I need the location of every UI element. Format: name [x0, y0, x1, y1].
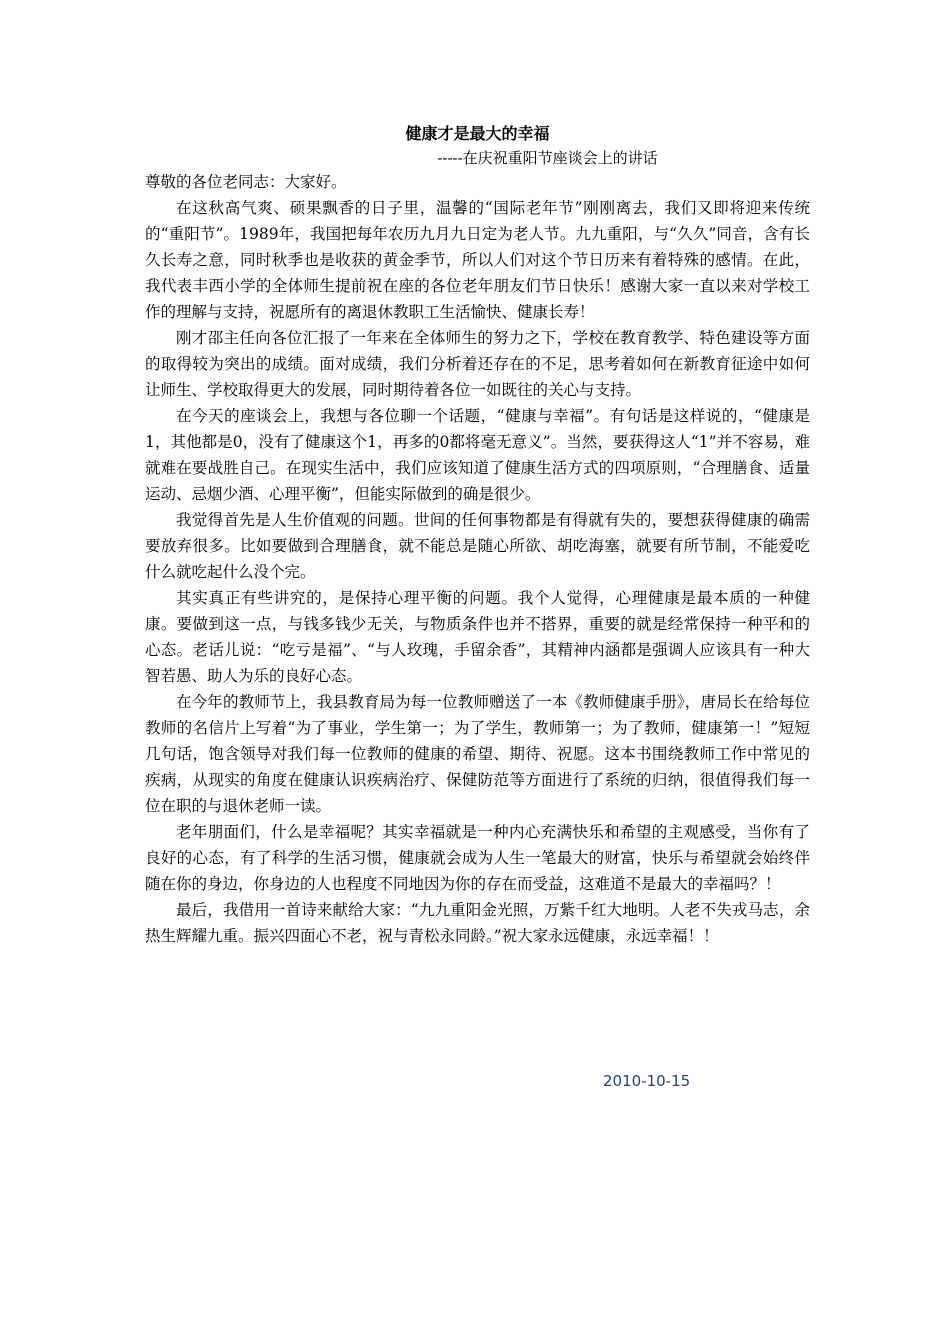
paragraph-3: 在今天的座谈会上，我想与各位聊一个话题，“健康与幸福”。有句话是这样说的，“健康是1，其他都是0，没有了健康这个1，再多的0都将毫无意义”。当然，要获得这人“1”并不容易，难就难在要战胜自己。在现实生活中，我们应该知道了健康生活方式的四项原则，“合理膳食、适量运动、忌烟少酒、心理平衡”，但能实际做到的确是很少。 — [145, 407, 810, 503]
paragraph-4: 我觉得首先是人生价值观的问题。世间的任何事物都是有得就有失的，要想获得健康的确需要放弃很多。比如要做到合理膳食，就不能总是随心所欲、胡吃海塞，就要有所节制，不能爱吃什么就吃起什么没个完。 — [145, 511, 810, 581]
document-body — [145, 122, 810, 949]
paragraph-6: 在今年的教师节上，我县教育局为每一位教师赠送了一本《教师健康手册》，唐局长在给每位教师的名信片上写着“为了事业，学生第一；为了学生，教师第一；为了教师，健康第一！”短短几句话，饱含领导对我们每一位教师的健康的希望、期待、祝愿。这本书围绕教师工作中常见的疾病，从现实的角度在健康认识疾病治疗、保健防范等方面进行了系统的归纳，很值得我们每一位在职的与退休老师一读。 — [145, 693, 810, 815]
paragraph-5: 其实真正有些讲究的，是保持心理平衡的问题。我个人觉得，心理健康是最本质的一种健康。要做到这一点，与钱多钱少无关，与物质条件也并不搭界，重要的就是经常保持一种平和的心态。老话儿说：“吃亏是福”、“与人玫瑰，手留余香”，其精神内涵都是强调人应该具有一种大智若愚、助人为乐的良好心态。 — [145, 589, 810, 685]
paragraph-1: 在这秋高气爽、硕果飘香的日子里，温馨的“国际老年节”刚刚离去，我们又即将迎来传统的“重阳节”。1989年，我国把每年农历九月九日定为老人节。九九重阳，与“久久”同音，含有长久长寿之意，同时秋季也是收获的黄金季节，所以人们对这个节日历来有着特殊的感情。在此，我代表丰西小学的全体师生提前祝在座的各位老年朋友们节日快乐！感谢大家一直以来对学校工作的理解与支持，祝愿所有的离退休教职工生活愉快、健康长寿！ — [145, 199, 810, 321]
paragraph-2: 刚才邵主任向各位汇报了一年来在全体师生的努力之下，学校在教育教学、特色建设等方面的取得较为突出的成绩。面对成绩，我们分析着还存在的不足，思考着如何在新教育征途中如何让师生、学校取得更大的发展，同时期待着各位一如既往的关心与支持。 — [145, 329, 810, 399]
paragraph-7: 老年朋面们，什么是幸福呢？其实幸福就是一种内心充满快乐和希望的主观感受，当你有了良好的心态，有了科学的生活习惯，健康就会成为人生一笔最大的财富，快乐与希望就会始终伴随在你的身边，你身边的人也程度不同地因为你的存在而受益，这难道不是最大的幸福吗？！ — [145, 823, 810, 893]
salutation: 尊敬的各位老同志：大家好。 — [145, 173, 347, 191]
document-date: 2010-10-15 — [603, 1072, 691, 1090]
paragraph-8: 最后，我借用一首诗来献给大家：“九九重阳金光照，万紫千红大地明。人老不失戎马志，余热生辉耀九重。振兴四面心不老，祝与青松永同龄。”祝大家永远健康，永远幸福！！ — [145, 901, 810, 945]
document-title: 健康才是最大的幸福 — [405, 124, 550, 143]
document-subtitle: -----在庆祝重阳节座谈会上的讲话 — [437, 149, 658, 167]
